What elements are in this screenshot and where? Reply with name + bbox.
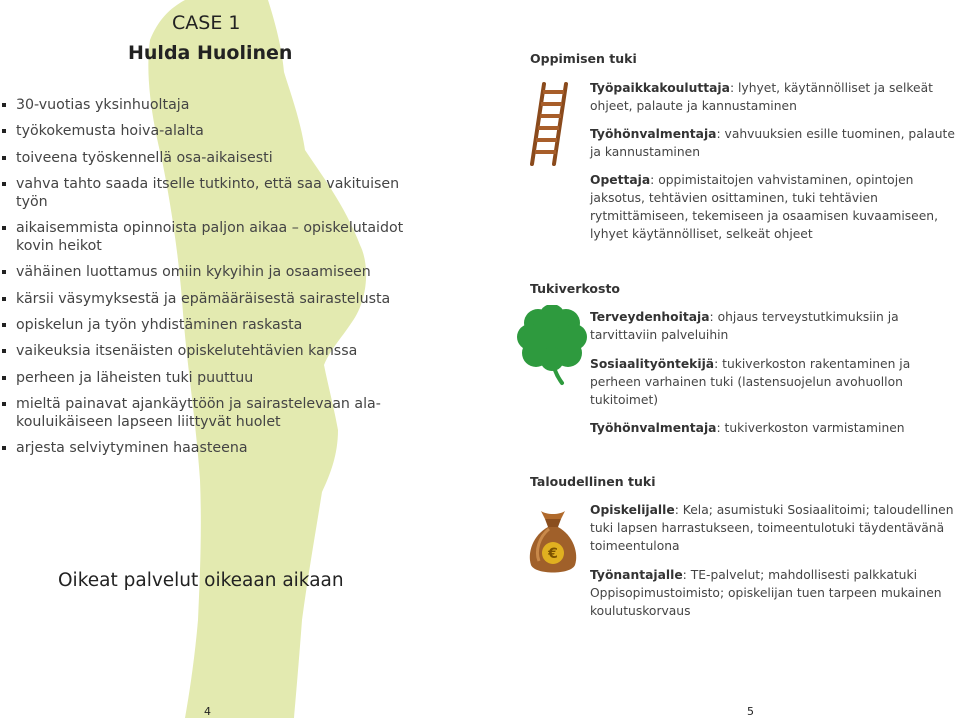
- trait-item: toiveena työskennellä osa-aikaisesti: [0, 149, 420, 167]
- trait-item: aikaisemmista opinnoista paljon aikaa – opiskelutaidot kovin heikot: [0, 219, 420, 255]
- entry-role: Työhönvalmentaja: [590, 127, 717, 141]
- entry-text: : tukiverkoston varmistaminen: [716, 421, 905, 435]
- trait-item: vahva tahto saada itselle tutkinto, että saa vakituisen työn: [0, 175, 420, 211]
- person-name: Hulda Huolinen: [128, 42, 293, 64]
- svg-text:€: €: [548, 546, 558, 562]
- trait-item: vaikeuksia itsenäisten opiskelutehtävien kanssa: [0, 342, 420, 360]
- entry-social-worker: [590, 355, 955, 409]
- entry-text: : tukiverkoston rakentaminen ja perheen varhainen tuki (lastensuojelun avohuollon tukitoimet): [590, 357, 911, 407]
- section-title-network: Tukiverkosto: [530, 281, 621, 296]
- entry-text: : ohjaus terveystutkimuksiin ja tarvittaviin palveluihin: [590, 310, 899, 342]
- entry-teacher: [590, 171, 955, 243]
- entry-workplace-trainer: [590, 79, 955, 115]
- entry-role: Työhönvalmentaja: [590, 421, 717, 435]
- entry-job-coach-network: [590, 419, 955, 437]
- entry-text: : Kela; asumistuki Sosiaalitoimi; taloudellinen tuki lapsen harrastukseen, toimeentulotuki täydentävänä toimeentulona: [590, 503, 954, 553]
- entry-text: : TE-palvelut; mahdollisesti palkkatuki Oppisopimustoimisto; opiskelijan tuen tarpeen mukainen koulutuskorvaus: [590, 568, 942, 618]
- trait-item: työkokemusta hoiva-alalta: [0, 122, 420, 140]
- ladder-icon: [528, 80, 570, 168]
- entry-role: Opettaja: [590, 173, 651, 187]
- trait-item: 30-vuotias yksinhuoltaja: [0, 96, 420, 114]
- trait-item: arjesta selviytyminen haasteena: [0, 439, 420, 457]
- entry-role: Sosiaalityöntekijä: [590, 357, 715, 371]
- entry-role: Opiskelijalle: [590, 503, 675, 517]
- page-number-left: 4: [204, 705, 211, 718]
- trait-item: vähäinen luottamus omiin kykyihin ja osaamiseen: [0, 263, 420, 281]
- entry-text: : vahvuuksien esille tuominen, palaute ja kannustaminen: [590, 127, 955, 159]
- entry-for-employer: [590, 566, 955, 620]
- entry-for-student: [590, 501, 955, 555]
- trait-item: perheen ja läheisten tuki puuttuu: [0, 369, 420, 387]
- slogan: Oikeat palvelut oikeaan aikaan: [58, 570, 344, 591]
- entry-text: : oppimistaitojen vahvistaminen, opintojen jaksotus, tehtävien osittaminen, tuki tehtävien rytmittämiseen, tekemiseen ja osaamisen kuvaamiseen, lyhyet käytännölliset, selkeät ohjeet: [590, 173, 938, 241]
- case-label: CASE 1: [172, 12, 241, 34]
- trait-item: kärsii väsymyksestä ja epämääräisestä sairastelusta: [0, 290, 420, 308]
- entry-role: Työnantajalle: [590, 568, 683, 582]
- section-title-learning: Oppimisen tuki: [530, 51, 637, 66]
- clover-icon: [516, 305, 588, 387]
- entry-job-coach: [590, 125, 955, 161]
- money-bag-icon: [525, 505, 581, 577]
- entry-role: Terveydenhoitaja: [590, 310, 710, 324]
- trait-item: mieltä painavat ajankäyttöön ja sairastelevaan ala-kouluikäiseen lapseen liittyvät huolet: [0, 395, 420, 431]
- section-title-financial: Taloudellinen tuki: [530, 474, 656, 489]
- page-number-right: 5: [747, 705, 754, 718]
- trait-item: opiskelun ja työn yhdistäminen raskasta: [0, 316, 420, 334]
- trait-list: [0, 96, 420, 466]
- entry-nurse: [590, 308, 955, 344]
- entry-text: : lyhyet, käytännölliset ja selkeät ohjeet, palaute ja kannustaminen: [590, 81, 933, 113]
- entry-role: Työpaikkakouluttaja: [590, 81, 730, 95]
